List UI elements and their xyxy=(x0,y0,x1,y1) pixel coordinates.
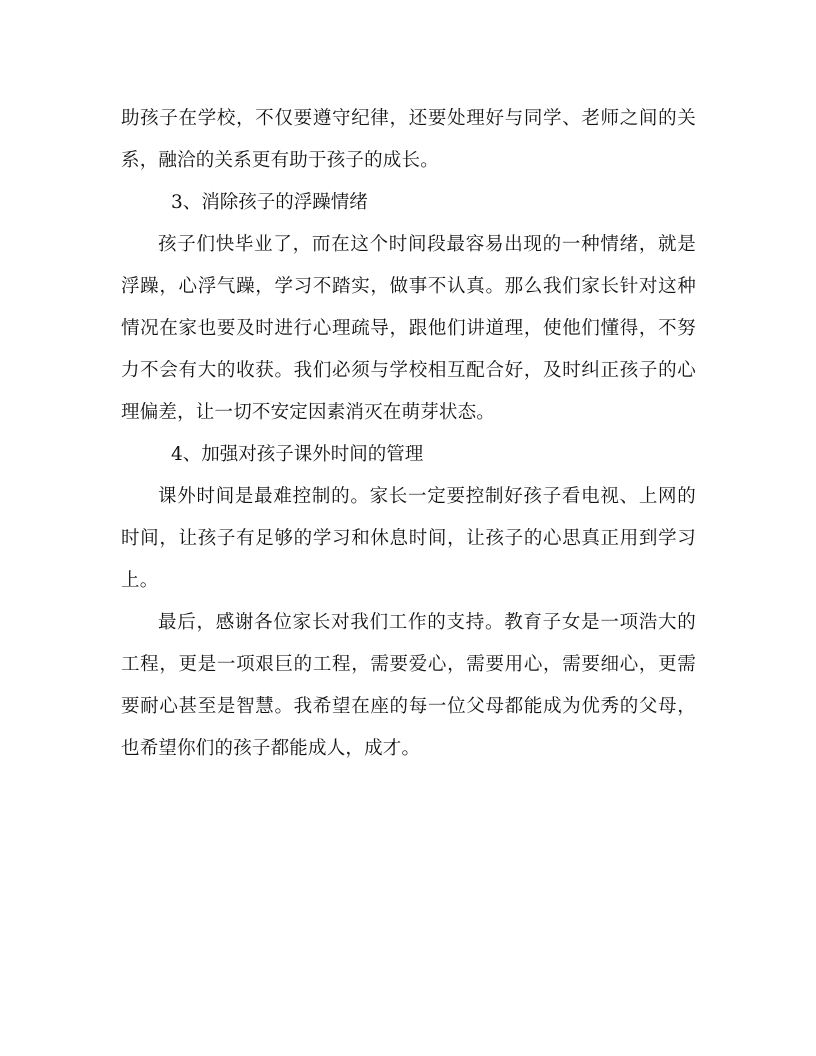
paragraph-continuation: 助孩子在学校，不仅要遵守纪律，还要处理好与同学、老师之间的关系，融洽的关系更有助于孩子的成长。 xyxy=(121,108,696,171)
section-heading-4: 4、加强对孩子课外时间的管理 xyxy=(171,444,424,465)
paragraph-closing: 最后，感谢各位家长对我们工作的支持。教育子女是一项浩大的工程，更是一项艰巨的工程，需要爱心，需要用心，需要细心，更需要耐心甚至是智慧。我希望在座的每一位父母都能成为优秀的父母，也希望你们的孩子都能成人，成才。 xyxy=(121,612,696,759)
document-body xyxy=(121,98,696,770)
section-heading-3: 3、消除孩子的浮躁情绪 xyxy=(171,192,368,213)
paragraph-extracurricular: 课外时间是最难控制的。家长一定要控制好孩子看电视、上网的时间，让孩子有足够的学习和休息时间，让孩子的心思真正用到学习上。 xyxy=(121,486,696,591)
paragraph-impatience: 孩子们快毕业了，而在这个时间段最容易出现的一种情绪，就是浮躁，心浮气躁，学习不踏实，做事不认真。那么我们家长针对这种情况在家也要及时进行心理疏导，跟他们讲道理，使他们懂得，不努力不会有大的收获。我们必须与学校相互配合好，及时纠正孩子的心理偏差，让一切不安定因素消灭在萌芽状态。 xyxy=(121,234,696,423)
